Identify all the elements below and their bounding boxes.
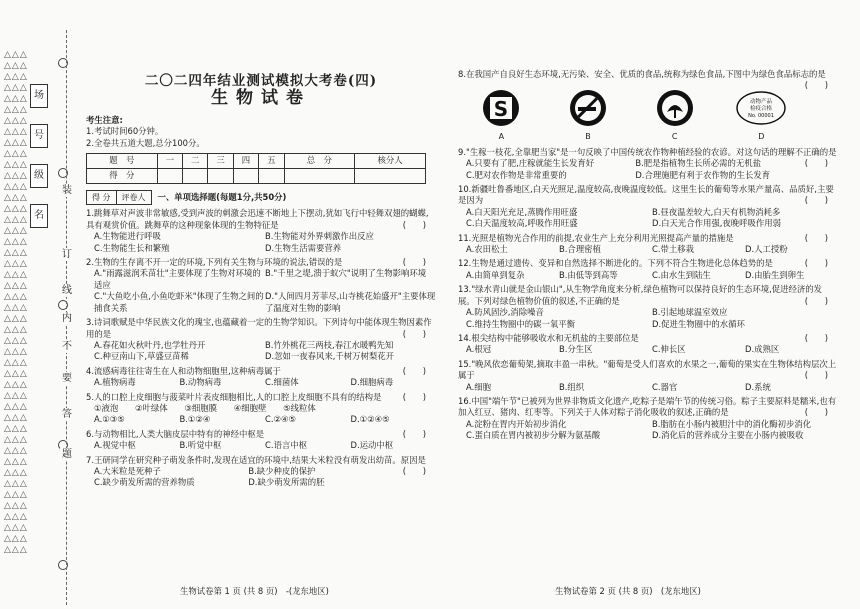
answer-option[interactable]: B.脂肪在小肠内被胆汁中的消化酶初步消化 <box>652 418 812 429</box>
answer-option[interactable]: A.由简单到复杂 <box>466 269 525 280</box>
answer-option[interactable]: C.细菌体 <box>265 377 299 388</box>
answer-blank[interactable]: ( ) <box>402 365 426 376</box>
answer-option[interactable]: B.竹外桃花三两枝,春江水暖鸭先知 <box>265 339 394 350</box>
answer-option[interactable]: B.肥是指植物生长所必需的无机盐 <box>635 158 762 169</box>
binding-word: 不 <box>62 341 72 352</box>
option-list <box>86 377 436 388</box>
option-list <box>86 231 436 254</box>
answer-option[interactable]: D."人间四月芳菲尽,山寺桃花始盛开"主要体现了温度对生物的影响 <box>265 291 436 313</box>
answer-option[interactable]: C.肥对农作物是非常重要的 <box>466 169 567 180</box>
question-text: 16.中国"端午节"已被列为世界非物质文化遗产,吃粽子是端午节的传统习俗。粽子主要原料是糯米,也有加入红豆、猪肉、红枣等。下列关于人体对粽子消化吸收的叙述,正确的是 <box>458 395 837 418</box>
option-list <box>458 307 838 330</box>
answer-blank[interactable]: ( ) <box>402 391 426 402</box>
question-item <box>86 429 436 452</box>
binding-strip <box>0 0 76 609</box>
score-cell[interactable] <box>157 169 182 184</box>
answer-option[interactable]: A.植物病毒 <box>94 377 136 388</box>
page-footer: 生物试卷第 2 页 (共 8 页) (龙东地区) <box>555 586 701 596</box>
answer-option[interactable]: D.消化后的营养成分主要在小肠内被吸收 <box>652 430 804 441</box>
svg-text:检疫合格: 检疫合格 <box>750 106 773 113</box>
answer-option[interactable]: D.人工授粉 <box>745 244 788 255</box>
question-item <box>458 147 838 181</box>
question-8 <box>458 69 838 91</box>
answer-option[interactable]: C.白天温度较高,呼吸作用旺盛 <box>466 218 578 229</box>
question-text: 2.生物的生存离不开一定的环境,下列有关生物与环境的说法,错误的是 <box>86 257 343 268</box>
grader-score-label: 得 分 <box>87 191 117 204</box>
answer-option[interactable]: A.根冠 <box>466 344 491 355</box>
question-item <box>458 333 838 356</box>
exam-subtitle: 生物试卷 <box>211 88 311 109</box>
answer-option[interactable]: B.听觉中枢 <box>179 440 222 451</box>
answer-option[interactable]: A.防风固沙,消除噪音 <box>466 307 544 318</box>
answer-option[interactable]: D.白天光合作用强,夜晚呼吸作用弱 <box>652 218 782 229</box>
answer-option[interactable]: D.忽如一夜春风来,千树万树梨花开 <box>265 351 395 362</box>
option-list <box>458 270 838 281</box>
exam-title: 二〇二四年结业测试模拟大考卷(四) <box>144 73 378 89</box>
answer-option[interactable]: A.农田松土 <box>466 244 508 255</box>
answer-option[interactable]: B.昼夜温差较大,白天有机物消耗多 <box>652 206 781 217</box>
answer-blank[interactable]: ( ) <box>804 332 828 343</box>
score-header-cell: 四 <box>233 154 258 169</box>
question-text: 14.根尖结构中能够吸收水和无机盐的主要部位是 <box>458 332 639 343</box>
answer-option[interactable]: A.只要有了肥,庄稼就能生长发育好 <box>466 158 595 169</box>
score-cell[interactable] <box>183 169 208 184</box>
quality-s-logo-icon <box>481 88 521 128</box>
logo-label: B <box>585 132 591 142</box>
answer-option[interactable]: C.种豆南山下,草盛豆苗稀 <box>94 351 189 362</box>
score-table <box>86 153 426 184</box>
answer-option[interactable]: D.缺少萌发所需的胚 <box>248 477 325 488</box>
answer-blank[interactable]: ( ) <box>804 80 828 91</box>
score-cell[interactable] <box>233 169 258 184</box>
answer-option[interactable]: D.促进生物圈中的水循环 <box>652 318 745 329</box>
question-text: 7.王研同学在研究种子萌发条件时,发现在适宜的环境中,结果大米粒没有萌发出幼苗。原因是 <box>86 454 426 465</box>
question-text: 10.新疆吐鲁番地区,白天光照足,温度较高,夜晚温度较低。这里生长的葡萄等水果产量高、品质好,主要是因为 <box>458 184 834 206</box>
binding-word: 线 <box>62 285 72 296</box>
answer-option[interactable]: A."雨露滋润禾苗壮"主要体现了生物对环境的适应 <box>94 268 261 290</box>
answer-blank[interactable]: ( ) <box>402 328 426 339</box>
answer-option[interactable]: D.运动中枢 <box>350 440 394 451</box>
option-list <box>86 466 403 489</box>
answer-option[interactable]: B.合理密植 <box>559 244 601 255</box>
field-class[interactable]: 级 <box>30 164 48 188</box>
score-header-cell: 一 <box>157 154 182 169</box>
grader-name-label: 评卷人 <box>121 193 146 203</box>
question-item <box>86 208 436 254</box>
question-item <box>458 258 838 281</box>
option-list <box>458 419 838 442</box>
answer-option[interactable]: C.缺少萌发所需的营养物质 <box>94 477 195 488</box>
question-item <box>458 233 838 256</box>
answer-option[interactable]: D.系统 <box>745 381 771 392</box>
answer-option[interactable]: B.组织 <box>559 381 585 392</box>
answer-option[interactable]: A.大米粒是死种子 <box>94 465 161 476</box>
question-text: 13."绿水青山就是金山银山",从生物学角度来分析,绿色植物可以保持良好的生态环境,促进经济的发展。下列对绿色植物价值的叙述,不正确的是 <box>458 284 823 306</box>
grader-box <box>86 190 152 205</box>
answer-option[interactable]: A.淀粉在胃内开始初步消化 <box>466 418 567 429</box>
question-text: 12.生物是通过遗传、变异和自然选择不断进化的。下列不符合生物进化总体趋势的是 <box>458 258 773 269</box>
question-text: 6.与动物相比,人类大脑皮层中特有的神经中枢是 <box>86 428 265 439</box>
option-list <box>458 382 838 393</box>
score-header-cell: 二 <box>183 154 208 169</box>
answer-option[interactable]: D.生物生活需要营养 <box>265 242 342 253</box>
answer-option[interactable]: C.带土移栽 <box>652 244 695 255</box>
question-items: ①液泡 ②叶绿体 ③细胞膜 ④细胞壁 ⑤线粒体 <box>94 402 316 413</box>
binding-word: 装 <box>62 185 72 196</box>
question-list <box>458 147 838 442</box>
answer-option[interactable]: C.伸长区 <box>652 344 686 355</box>
answer-option[interactable]: A.①③⑤ <box>94 414 125 425</box>
triangle-pattern: △△△ △△△ △△△ △△△ △△△ △△△ △△△ △△△ △△△ △△△ △△△ △△△ △△△ △△△ △△△ △△△ △△△ △△△ △△△ △△△ △△△ △△△ △△△ △△△ △△△ △△△ △△△ △△△ △△△ △△△ △△△ △△△ △△△ △△△ △△△ △△△ △△△ △△△ △△△ △△△ △△△ △△△ △△△ △△△ △△△ △△△ <box>4 50 28 555</box>
answer-option[interactable]: A.细胞 <box>466 381 491 392</box>
page-footer: 生物试卷第 1 页 (共 8 页) -(龙东地区) <box>180 586 329 596</box>
section-heading: 一、单项选择题(每题1分,共50分) <box>157 192 287 203</box>
option-list <box>458 158 805 181</box>
answer-option[interactable]: A.视觉中枢 <box>94 440 136 451</box>
answer-option[interactable]: C.由水生到陆生 <box>652 269 711 280</box>
answer-blank[interactable]: ( ) <box>402 428 426 439</box>
answer-blank[interactable]: ( ) <box>804 232 828 243</box>
question-item <box>86 455 436 489</box>
answer-option[interactable]: B."千里之堤,溃于蚁穴"说明了生物影响环境 <box>265 268 427 279</box>
field-exam-room[interactable]: 场 <box>30 84 48 108</box>
logo-option-c[interactable] <box>649 88 701 142</box>
notice-heading: 考生注意: <box>86 114 123 125</box>
score-cell[interactable] <box>355 169 426 184</box>
answer-option[interactable]: D.①②④⑤ <box>350 414 390 425</box>
option-list <box>86 440 436 451</box>
answer-option[interactable]: A.春花如火秋叶丹,也学牡丹开 <box>94 339 206 350</box>
logo-option-b[interactable] <box>562 88 614 142</box>
svg-text:动物产品: 动物产品 <box>750 99 773 106</box>
score-cell[interactable] <box>259 169 284 184</box>
no-smoking-icon <box>568 88 608 128</box>
score-cell[interactable] <box>284 169 355 184</box>
question-text: 1.跳舞草对声波非常敏感,受到声波的刺激会迅速不断地上下摆动,犹如飞行中轻舞双翅的蝴蝶,具有观赏价值。跳舞草的这种现象体现的生物特征是 <box>86 208 429 230</box>
answer-option[interactable]: B.由低等到高等 <box>559 269 618 280</box>
binding-word: 要 <box>62 373 72 384</box>
logo-label: C <box>671 132 678 142</box>
quarantine-stamp-icon <box>735 88 787 128</box>
svg-text:No. 00001: No. 00001 <box>748 113 775 120</box>
logo-options <box>458 88 805 142</box>
question-text: 3.诗词歌赋是中华民族文化的瑰宝,也蕴藏着一定的生物学知识。下列诗句中能体现生物因素作用的是 <box>86 317 432 339</box>
answer-blank[interactable]: ( ) <box>804 258 828 269</box>
answer-option[interactable]: C.器官 <box>652 381 678 392</box>
page-1 <box>86 62 436 489</box>
logo-label: D <box>758 132 765 142</box>
question-text: 5.人的口腔上皮细胞与菠菜叶片表皮细胞相比,人的口腔上皮细胞不具有的结构是 <box>86 391 382 402</box>
question-item <box>86 392 436 426</box>
answer-option[interactable]: B.生物能对外界刺激作出反应 <box>265 231 374 242</box>
score-header-cell: 总 分 <box>284 154 355 169</box>
option-list <box>458 244 838 255</box>
score-header-cell: 三 <box>208 154 233 169</box>
answer-option[interactable]: D.由胎生到卵生 <box>745 269 805 280</box>
answer-blank[interactable]: ( ) <box>402 219 426 230</box>
question-item <box>86 366 436 389</box>
option-list <box>86 268 436 314</box>
score-header-cell: 五 <box>259 154 284 169</box>
answer-option[interactable]: C.维持生物圈中的碳一氧平衡 <box>466 318 576 329</box>
logo-option-a[interactable] <box>475 88 527 142</box>
binding-word: 订 <box>62 249 72 260</box>
answer-option[interactable]: C.蛋白质在胃内被初步分解为氨基酸 <box>466 430 601 441</box>
answer-option[interactable]: B.①②④ <box>179 414 211 425</box>
answer-blank[interactable]: ( ) <box>402 257 426 268</box>
option-list <box>86 414 436 425</box>
green-food-logo-icon <box>655 88 695 128</box>
option-list <box>86 340 436 363</box>
binding-word: 答 <box>62 409 72 420</box>
answer-option[interactable]: B.缺少种皮的保护 <box>248 465 316 476</box>
question-list <box>86 208 436 488</box>
question-item <box>458 396 838 442</box>
score-header-cell: 题 号 <box>87 154 158 169</box>
question-text: 9."生稼一枝花,全靠肥当家"是一句反映了中国传统农作物种植经验的农谚。对这句话的理解不正确的是 <box>458 146 837 157</box>
question-item <box>86 317 436 363</box>
binding-word: 题 <box>62 449 72 460</box>
score-row-label: 得 分 <box>87 169 158 184</box>
answer-option[interactable]: C.语言中枢 <box>265 440 308 451</box>
answer-option[interactable]: D.合理施肥有利于农作物的生长发育 <box>635 169 771 180</box>
notice-item: 2.全卷共五道大题,总分100分。 <box>86 137 205 148</box>
notice-item: 1.考试时间60分钟。 <box>86 126 164 137</box>
grader-row <box>86 190 436 205</box>
answer-option[interactable]: C.生物能生长和繁殖 <box>94 242 170 253</box>
answer-option[interactable]: B.动物病毒 <box>179 377 222 388</box>
question-text: 11.光照是植物光合作用的前提,农业生产上充分利用光照提高产量的措施是 <box>458 232 734 243</box>
question-item <box>458 359 838 393</box>
score-header-cell: 核分人 <box>355 154 426 169</box>
answer-option[interactable]: B.引起地球温室效应 <box>652 307 728 318</box>
svg-text:S: S <box>494 97 509 122</box>
answer-option[interactable]: C.②④⑤ <box>265 414 297 425</box>
page-2 <box>458 66 838 442</box>
answer-option[interactable]: C."大鱼吃小鱼,小鱼吃虾米"体现了生物之间的捕食关系 <box>94 291 264 313</box>
question-item <box>458 284 838 330</box>
field-name[interactable]: 名 <box>30 204 48 228</box>
answer-blank[interactable]: ( ) <box>804 370 828 381</box>
answer-option[interactable]: A.生物能进行呼吸 <box>94 231 161 242</box>
answer-blank[interactable]: ( ) <box>804 295 828 306</box>
binding-word: 内 <box>62 313 72 324</box>
answer-option[interactable]: D.细胞病毒 <box>350 377 394 388</box>
question-text: 4.流感病毒往往寄生在人和动物细胞里,这种病毒属于 <box>86 365 281 376</box>
answer-blank[interactable]: ( ) <box>804 158 828 169</box>
logo-option-d[interactable] <box>735 88 787 142</box>
option-list <box>458 344 838 355</box>
question-text: 15."晚风依恋葡萄架,摘取丰盈一串秋。"葡萄是受人们喜欢的水果之一,葡萄的果实在生物体结构层次上属于 <box>458 358 837 381</box>
answer-blank[interactable]: ( ) <box>804 407 828 418</box>
score-cell[interactable] <box>208 169 233 184</box>
field-seat-number[interactable]: 号 <box>30 124 48 148</box>
option-list <box>458 207 838 230</box>
answer-blank[interactable]: ( ) <box>804 195 828 206</box>
answer-option[interactable]: B.分生区 <box>559 344 593 355</box>
question-text: 8.在我国产自良好生态环境,无污染、安全、优质的食品,统称为绿色食品,下图中为绿色食品标志的是 <box>458 69 826 79</box>
answer-blank[interactable]: ( ) <box>402 465 426 476</box>
logo-label: A <box>498 132 505 142</box>
answer-option[interactable]: A.白天阳光充足,蒸腾作用旺盛 <box>466 206 578 217</box>
question-item <box>86 257 436 314</box>
question-item <box>458 184 838 230</box>
answer-option[interactable]: D.成熟区 <box>745 344 780 355</box>
